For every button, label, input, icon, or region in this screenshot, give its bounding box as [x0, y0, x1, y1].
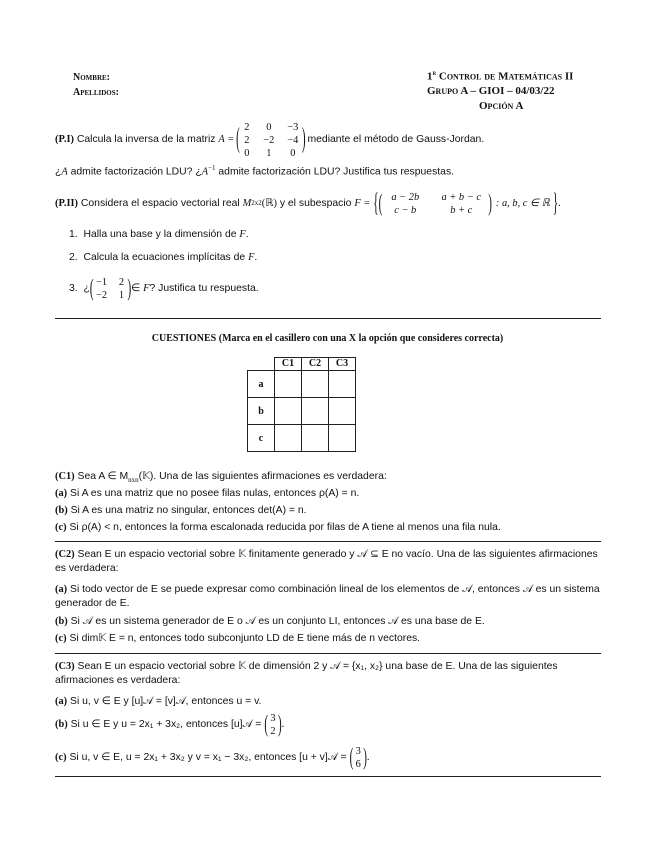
c3-option-a: (a) Si u, v ∈ E y [u]𝒜 = [v]𝒜, entonces u = v. [55, 696, 262, 707]
answer-cell[interactable] [275, 425, 302, 452]
problem-1-question: ¿A admite factorización LDU? ¿$A^{-1}$ admite factorización LDU? Justifica tus respuestas. [55, 164, 455, 178]
row-header-a: a [248, 371, 275, 398]
c1-option-a: (a) Si A es una matriz que no posee filas nulas, entonces ρ(A) = n. [55, 488, 360, 499]
nombre-label: Nombre: [73, 72, 110, 83]
c3-intro: (C3) Sean E un espacio vectorial sobre 𝕂 de dimensión 2 y 𝒜 = {x₁, x₂} una base de E. Una de las siguientes afirmaciones es verdadera: [55, 661, 558, 686]
problem-2-item-1: 1. Halla una base y la dimensión de F. [69, 229, 249, 240]
answer-cell[interactable] [329, 371, 356, 398]
matrix-a: ( 2 0 −3 2 −2 −4 0 1 0 ) [236, 121, 306, 159]
col-header-c1: C1 [275, 358, 302, 371]
c1-option-b: (b) Si A es una matriz no singular, entonces det(A) = n. [55, 505, 307, 516]
cuestiones-title: CUESTIONES (Marca en el casillero con una X la opción que consideres correcta) [151, 333, 504, 344]
c2-option-a: (a) Si todo vector de E se puede expresar como combinación lineal de los elementos de 𝒜, entonces 𝒜 es un sistema generador de E. [55, 584, 600, 609]
exam-group: Grupo A – GIOI – 04/03/22 [427, 85, 555, 97]
c3-option-c: (c) Si u, v ∈ E, u = 2x₁ + 3x₂ y v = x₁ − 3x₂, entonces [u + v]𝒜 = ( 3 6 ) . [55, 744, 370, 771]
c2-option-c: (c) Si dim𝕂 E = n, entonces todo subconjunto LD de E tiene más de n vectores. [55, 633, 421, 644]
answer-cell[interactable] [275, 398, 302, 425]
problem-2-statement: (P.II) Considera el espacio vectorial real M 2x2 (ℝ) y el subespacio F = { ( a − 2b a + b − c c − b b + c ) : a, b, c ∈ ℝ } . [55, 189, 561, 219]
divider [55, 653, 601, 654]
divider [55, 541, 601, 542]
problem-2-item-3: 3. ¿ ( −1 2 −2 1 ) ∈ F ? Justifica tu respuesta. [69, 275, 259, 302]
c1-option-c: (c) Si ρ(A) < n, entonces la forma escalonada reducida por filas de A tiene al menos una fila nula. [55, 522, 501, 533]
apellidos-label: Apellidos: [73, 87, 119, 98]
col-header-c3: C3 [329, 358, 356, 371]
divider [55, 318, 601, 319]
divider [55, 776, 601, 777]
answer-cell[interactable] [302, 371, 329, 398]
answer-cell[interactable] [275, 371, 302, 398]
answer-cell[interactable] [302, 398, 329, 425]
answer-grid [247, 357, 356, 452]
item-3-matrix: ( −1 2 −2 1 ) [89, 275, 132, 302]
c3-c-vector: ( 3 6 ) [349, 744, 367, 771]
c2-option-b: (b) Si 𝒜 es un sistema generador de E o 𝒜 es un conjunto LI, entonces 𝒜 es una base de E. [55, 616, 485, 627]
c3-b-vector: ( 3 2 ) [264, 711, 282, 738]
answer-cell[interactable] [329, 425, 356, 452]
row-header-b: b [248, 398, 275, 425]
exam-option: Opción A [479, 100, 524, 112]
exam-title: 1$^r$ Control de Matemáticas II [427, 69, 574, 83]
answer-cell[interactable] [302, 425, 329, 452]
c2-intro: (C2) Sean E un espacio vectorial sobre 𝕂 finitamente generado y 𝒜 ⊆ E no vacío. Una de las siguientes afirmaciones es verdadera: [55, 549, 598, 574]
row-header-c: c [248, 425, 275, 452]
subspace-matrix: ( a − 2b a + b − c c − b b + c ) [378, 190, 492, 217]
problem-2-item-2: 2. Calcula la ecuaciones implícitas de F. [69, 252, 258, 263]
problem-1-statement: (P.I) Calcula la inversa de la matriz A = ( 2 0 −3 2 −2 −4 0 1 0 ) mediante el método de Gauss-Jordan. [55, 121, 485, 159]
c3-option-b: (b) Si u ∈ E y u = 2x₁ + 3x₂, entonces [u]𝒜 = ( 3 2 ) . [55, 711, 285, 738]
answer-cell[interactable] [329, 398, 356, 425]
col-header-c2: C2 [302, 358, 329, 371]
c1-intro: (C1) Sea A ∈ $M_{nxn}(𝕂)$. Una de las siguientes afirmaciones es verdadera: [55, 471, 387, 485]
